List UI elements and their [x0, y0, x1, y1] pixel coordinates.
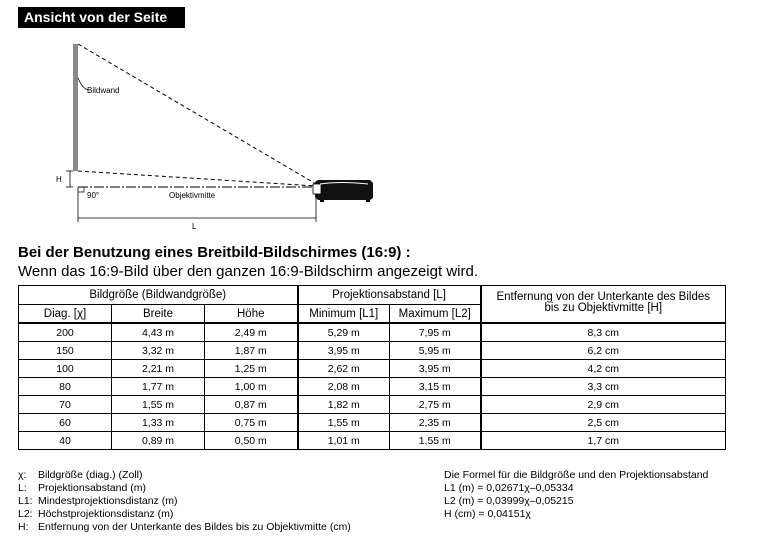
cell-h: 6,2 cm [481, 342, 726, 360]
header-bottom-line1: Entfernung von der Unterkante des Bildes [496, 291, 711, 303]
legend-key: L1: [18, 495, 33, 507]
legend-key: L: [18, 482, 27, 494]
cell-diag: 70 [19, 396, 112, 414]
cell-height: 0,50 m [205, 432, 298, 450]
legend-text: Projektionsabstand (m) [38, 482, 146, 494]
cell-min: 3,95 m [298, 342, 390, 360]
table-row [19, 432, 726, 450]
legend-key: H: [18, 521, 29, 533]
cell-max: 2,75 m [390, 396, 481, 414]
cell-width: 4,43 m [112, 323, 205, 342]
formula-block [444, 469, 708, 521]
lens-center-label: Objektivmitte [169, 191, 216, 200]
header-max: Maximum [L2] [390, 305, 481, 324]
cell-diag: 60 [19, 414, 112, 432]
angle-label: 90° [87, 191, 100, 200]
cell-width: 3,32 m [112, 342, 205, 360]
section-heading: Bei der Benutzung eines Breitbild-Bildschirmes (16:9) : [18, 244, 411, 261]
side-view-title: Ansicht von der Seite [18, 7, 185, 28]
table-row [19, 378, 726, 396]
header-min: Minimum [L1] [298, 305, 390, 324]
cell-diag: 100 [19, 360, 112, 378]
cell-max: 5,95 m [390, 342, 481, 360]
formula-line: L1 (m) = 0,02671χ–0,05334 [444, 482, 574, 494]
h-label: H [56, 175, 62, 184]
group-header-distance: Projektionsabstand [L] [298, 286, 481, 305]
table-row [19, 414, 726, 432]
header-height: Höhe [205, 305, 298, 324]
right-angle-marker [78, 187, 84, 192]
cell-max: 3,95 m [390, 360, 481, 378]
cell-diag: 80 [19, 378, 112, 396]
cell-min: 2,62 m [298, 360, 390, 378]
cell-h: 4,2 cm [481, 360, 726, 378]
legend-text: Höchstprojektionsdistanz (m) [38, 508, 174, 520]
cell-min: 1,55 m [298, 414, 390, 432]
cell-height: 2,49 m [205, 323, 298, 342]
cell-h: 8,3 cm [481, 323, 726, 342]
cell-min: 1,82 m [298, 396, 390, 414]
cell-max: 2,35 m [390, 414, 481, 432]
top-projection-line [78, 44, 316, 184]
cell-min: 2,08 m [298, 378, 390, 396]
cell-height: 1,87 m [205, 342, 298, 360]
legend-key: L2: [18, 508, 33, 520]
table-row [19, 323, 726, 342]
formula-line: L2 (m) = 0,03999χ–0,05215 [444, 495, 574, 507]
legend-text: Mindestprojektionsdistanz (m) [38, 495, 178, 507]
cell-max: 7,95 m [390, 323, 481, 342]
screen-label: Bildwand [87, 86, 120, 95]
cell-width: 1,33 m [112, 414, 205, 432]
cell-height: 1,25 m [205, 360, 298, 378]
cell-width: 1,77 m [112, 378, 205, 396]
legend-key: χ: [18, 469, 27, 481]
cell-width: 0,89 m [112, 432, 205, 450]
header-bottom-distance [481, 286, 726, 324]
cell-height: 1,00 m [205, 378, 298, 396]
table-row [19, 360, 726, 378]
formula-line: H (cm) = 0,04151χ [444, 508, 531, 520]
cell-h: 1,7 cm [481, 432, 726, 450]
legend-item [18, 508, 351, 521]
screen-surface [73, 44, 78, 171]
cell-max: 1,55 m [390, 432, 481, 450]
header-width: Breite [112, 305, 205, 324]
cell-h: 2,5 cm [481, 414, 726, 432]
bottom-projection-line [78, 171, 316, 186]
cell-min: 1,01 m [298, 432, 390, 450]
formula-title: Die Formel für die Bildgröße und den Projektionsabstand [444, 469, 709, 481]
legend-item [18, 469, 351, 482]
table-row [19, 396, 726, 414]
legend-item [18, 482, 351, 495]
cell-width: 2,21 m [112, 360, 205, 378]
side-view-diagram [0, 0, 774, 240]
l-label: L [192, 222, 197, 231]
legend [18, 469, 351, 534]
header-diag: Diag. [χ] [19, 305, 112, 324]
cell-diag: 200 [19, 323, 112, 342]
cell-min: 5,29 m [298, 323, 390, 342]
group-header-size: Bildgröße (Bildwandgröße) [19, 286, 298, 305]
cell-height: 0,87 m [205, 396, 298, 414]
cell-max: 3,15 m [390, 378, 481, 396]
projection-table [18, 285, 726, 450]
section-subheading: Wenn das 16:9-Bild über den ganzen 16:9-Bildschirm angezeigt wird. [18, 263, 478, 280]
cell-diag: 150 [19, 342, 112, 360]
table-row [19, 342, 726, 360]
legend-text: Bildgröße (diag.) (Zoll) [38, 469, 143, 481]
projector-icon [313, 180, 373, 202]
cell-diag: 40 [19, 432, 112, 450]
cell-h: 2,9 cm [481, 396, 726, 414]
legend-item [18, 495, 351, 508]
cell-height: 0,75 m [205, 414, 298, 432]
cell-width: 1,55 m [112, 396, 205, 414]
cell-h: 3,3 cm [481, 378, 726, 396]
legend-text: Entfernung von der Unterkante des Bildes bis zu Objektivmitte (cm) [38, 521, 351, 533]
legend-item [18, 521, 351, 534]
header-bottom-line2: bis zu Objektivmitte [H] [544, 302, 663, 314]
